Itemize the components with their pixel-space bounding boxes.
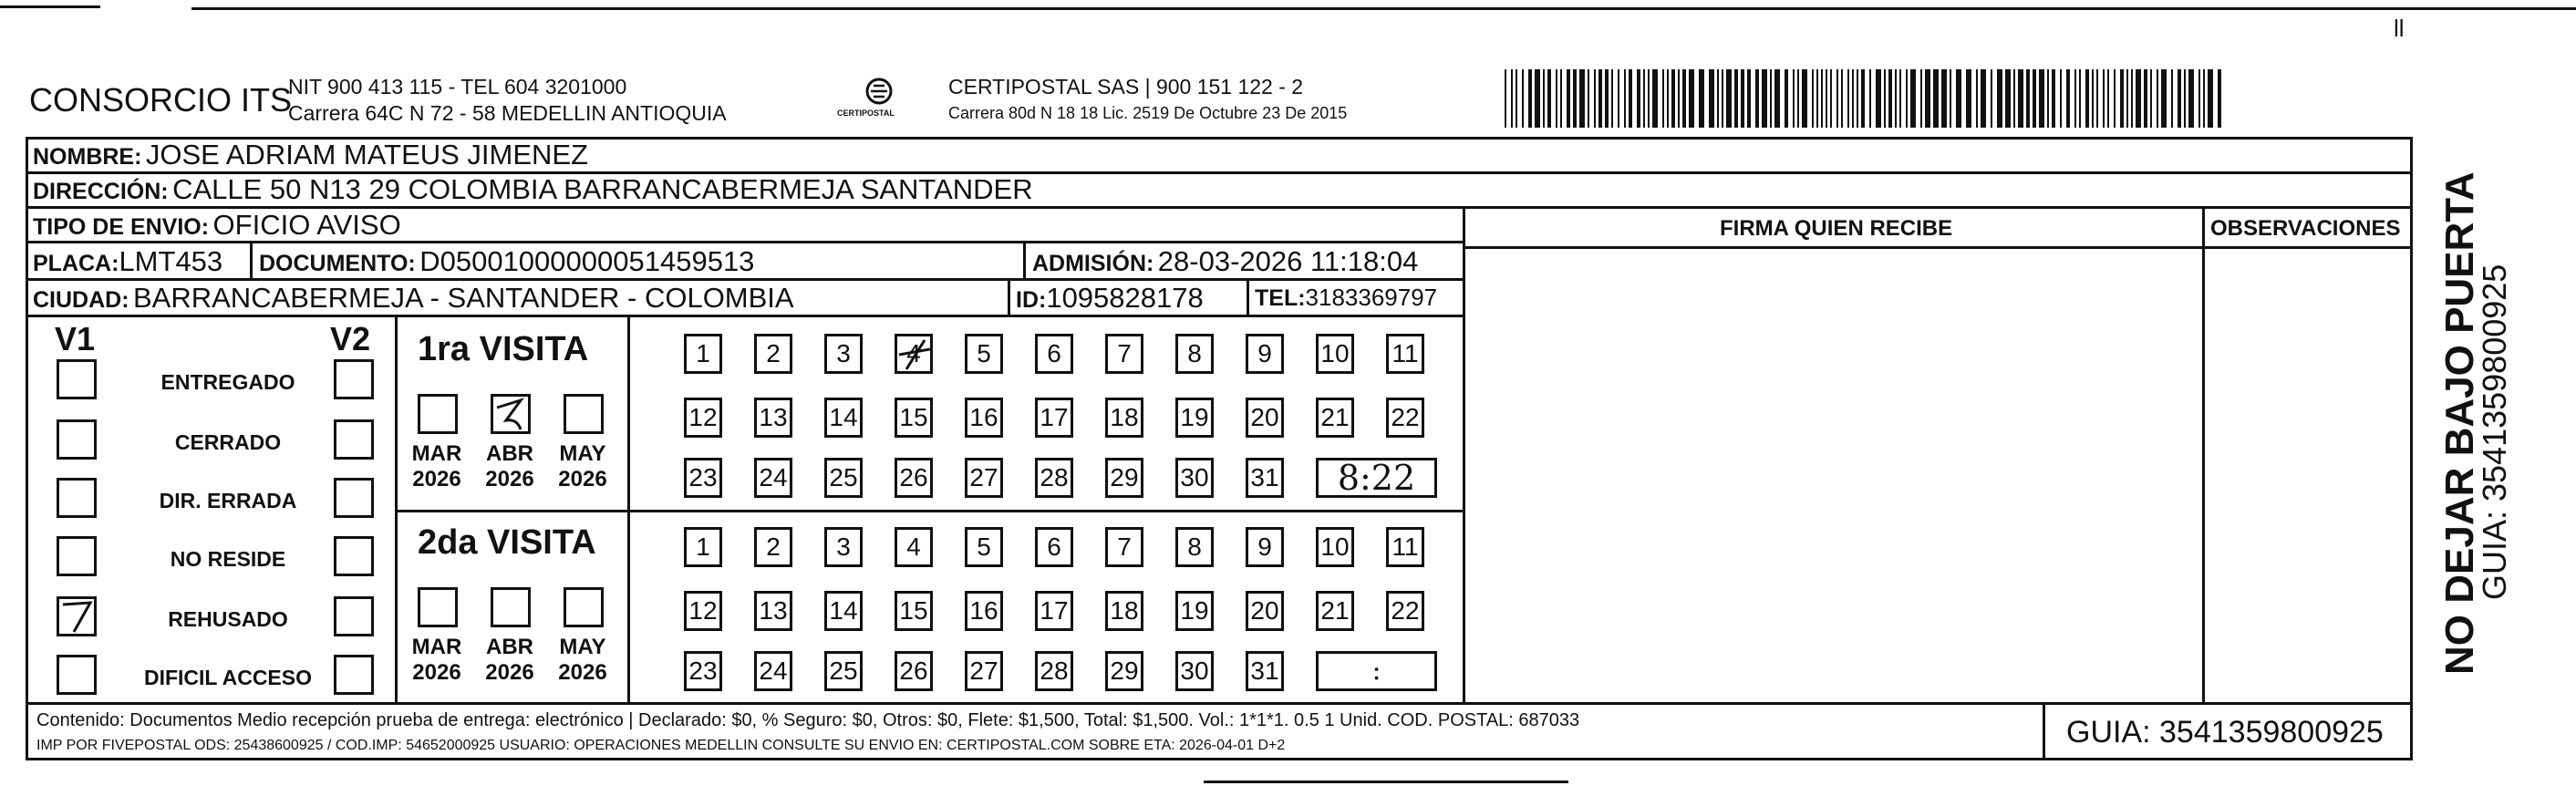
- v2-checkbox[interactable]: [334, 419, 374, 460]
- v1-checkbox[interactable]: [57, 536, 97, 576]
- barcode-bar: [2066, 69, 2070, 128]
- day-cell[interactable]: 29: [1105, 458, 1143, 498]
- barcode-bar: [1925, 69, 1930, 128]
- month-year: 2026: [412, 659, 461, 685]
- barcode-bar: [1567, 69, 1570, 128]
- company-address: Carrera 64C N 72 - 58 MEDELLIN ANTIOQUIA: [288, 101, 727, 125]
- barcode-bar: [1991, 69, 1992, 128]
- month-name: ABR: [486, 441, 533, 466]
- month-checkbox[interactable]: [418, 394, 458, 434]
- day-cell[interactable]: 24: [754, 458, 792, 498]
- v2-checkbox[interactable]: [334, 596, 374, 636]
- col-line: [2043, 705, 2045, 760]
- barcode-bar: [2074, 69, 2076, 128]
- month-checkbox[interactable]: [564, 394, 604, 434]
- barcode-bar: [1699, 69, 1704, 128]
- day-cell[interactable]: 5: [965, 527, 1003, 567]
- barcode-bar: [1802, 69, 1807, 128]
- visit-title: 1ra VISITA: [418, 330, 589, 368]
- v1-checkbox[interactable]: [57, 419, 97, 460]
- day-cell[interactable]: 27: [965, 458, 1003, 498]
- barcode-bar: [2136, 69, 2141, 128]
- placa-label: PLACA:: [33, 251, 119, 276]
- barcode-bar: [1826, 69, 1827, 128]
- day-cell[interactable]: 14: [824, 398, 863, 438]
- barcode-bar: [2150, 69, 2152, 128]
- id-label: ID:: [1016, 287, 1047, 313]
- day-cell[interactable]: 19: [1175, 591, 1214, 631]
- barcode-bar: [2161, 69, 2167, 128]
- day-cell[interactable]: 28: [1035, 651, 1073, 691]
- barcode-bar: [1556, 69, 1557, 128]
- barcode-bar: [1652, 69, 1658, 128]
- barcode-bar: [2013, 69, 2015, 128]
- col-line: [1023, 243, 1026, 278]
- month-year: 2026: [558, 466, 607, 491]
- row-line: [26, 315, 1463, 317]
- barcode-bar: [1861, 69, 1865, 128]
- ciudad-row: [33, 284, 794, 312]
- barcode-bar: [2018, 69, 2023, 128]
- barcode-bar: [1774, 69, 1780, 128]
- barcode-bar: [2126, 69, 2128, 128]
- barcode-bar: [2120, 69, 2124, 128]
- barcode-bar: [1543, 69, 1545, 128]
- month-checkbox[interactable]: [564, 587, 604, 627]
- barcode-bar: [1899, 69, 1901, 128]
- id-value: 1095828178: [1046, 282, 1204, 314]
- barcode-bar: [2184, 69, 2186, 128]
- month-checkbox[interactable]: [491, 394, 531, 434]
- day-cell[interactable]: 20: [1246, 398, 1284, 438]
- day-cell[interactable]: 28: [1035, 458, 1073, 498]
- barcode-bar: [1535, 69, 1540, 128]
- day-cell[interactable]: 11: [1386, 334, 1424, 374]
- courier-line: CERTIPOSTAL SAS | 900 151 122 - 2: [948, 75, 1304, 98]
- col-line: [250, 243, 253, 278]
- documento-row: [259, 247, 754, 275]
- barcode-bar: [2085, 69, 2089, 128]
- visit-time-field[interactable]: 8:22: [1316, 458, 1437, 498]
- barcode-bar: [1747, 69, 1751, 128]
- documento-value: D05001000000051459513: [419, 245, 755, 277]
- barcode-bar: [1511, 69, 1513, 128]
- day-cell[interactable]: 16: [965, 591, 1003, 631]
- day-cell[interactable]: 2: [754, 527, 792, 567]
- col-line: [1008, 281, 1010, 315]
- firma-label: FIRMA QUIEN RECIBE: [1720, 216, 1953, 241]
- admision-value: 28-03-2026 11:18:04: [1157, 245, 1419, 277]
- day-cell[interactable]: 25: [824, 651, 863, 691]
- barcode: [1505, 69, 2229, 128]
- barcode-bar: [1841, 69, 1843, 128]
- footer-imp: IMP POR FIVEPOSTAL ODS: 25438600925 / COD.IMP: 54652000925 USUARIO: OPERACIONES MEDELLIN CONSULTE SU ENVIO EN: CERTIPOSTAL.COM SOBRE ETA: 2026-04-01 D+2: [36, 738, 1286, 753]
- bottom-rule: [1204, 781, 1568, 783]
- month-label: [554, 441, 611, 491]
- tel-label: TEL:: [1255, 285, 1306, 311]
- tel-value: 3183369797: [1305, 284, 1438, 311]
- day-cell[interactable]: 30: [1175, 458, 1214, 498]
- barcode-bar: [1522, 69, 1524, 128]
- barcode-bar: [2171, 69, 2173, 128]
- day-cell[interactable]: 20: [1246, 591, 1284, 631]
- day-cell[interactable]: 13: [754, 591, 792, 631]
- day-cell[interactable]: 7: [1105, 527, 1143, 567]
- day-cell[interactable]: 15: [895, 591, 933, 631]
- side-guia: GUIA: 3541359800925: [2476, 264, 2513, 600]
- nombre-label: NOMBRE:: [33, 144, 142, 170]
- month-label: [409, 441, 465, 491]
- ciudad-label: CIUDAD:: [33, 287, 129, 313]
- month-year: 2026: [485, 466, 534, 491]
- status-label: ENTREGADO: [160, 370, 295, 394]
- day-cell[interactable]: 10: [1316, 334, 1354, 374]
- tipo-label: TIPO DE ENVIO:: [33, 214, 210, 240]
- day-cell[interactable]: 15: [895, 398, 933, 438]
- barcode-bar: [2079, 69, 2081, 128]
- side-warning: NO DEJAR BAJO PUERTA: [2437, 171, 2482, 675]
- barcode-bar: [1785, 69, 1788, 128]
- tipo-value: OFICIO AVISO: [212, 209, 401, 241]
- day-cell[interactable]: 17: [1035, 591, 1073, 631]
- top-rule: [191, 7, 2576, 10]
- barcode-bar: [1588, 69, 1589, 128]
- handwritten-mark-icon: [59, 599, 94, 634]
- v2-checkbox[interactable]: [334, 478, 374, 518]
- v2-header: V2: [330, 320, 371, 357]
- barcode-bar: [1770, 69, 1772, 128]
- day-cell[interactable]: 8: [1175, 527, 1214, 567]
- barcode-bar: [1682, 69, 1686, 128]
- v1-checkbox[interactable]: [57, 359, 97, 399]
- month-name: MAY: [559, 441, 606, 466]
- v1-checkbox[interactable]: [57, 655, 97, 695]
- barcode-bar: [1821, 69, 1823, 128]
- day-cell[interactable]: 14: [824, 591, 863, 631]
- barcode-bar: [1667, 69, 1669, 128]
- admision-row: [1032, 247, 1418, 275]
- barcode-bar: [1528, 69, 1532, 128]
- barcode-bar: [1618, 69, 1619, 128]
- barcode-bar: [1997, 69, 2002, 128]
- month-name: ABR: [486, 635, 533, 659]
- handwritten-mark-icon: [897, 336, 934, 373]
- top-rule-left: [0, 5, 100, 8]
- month-name: MAR: [411, 441, 462, 466]
- v1-checkbox[interactable]: [57, 478, 97, 518]
- barcode-bar: [1662, 69, 1664, 128]
- barcode-bar: [2026, 69, 2030, 128]
- v2-checkbox[interactable]: [334, 536, 374, 576]
- barcode-bar: [2005, 69, 2011, 128]
- direccion-row: [33, 175, 1033, 203]
- day-cell[interactable]: 23: [684, 458, 722, 498]
- day-cell[interactable]: 29: [1105, 651, 1143, 691]
- col-line: [1247, 281, 1249, 315]
- col-line: [1463, 206, 1465, 702]
- barcode-bar: [1643, 69, 1645, 128]
- barcode-bar: [1981, 69, 1986, 128]
- footer-contenido: Contenido: Documentos Medio recepción prueba de entrega: electrónico | Declarado: $0, % Seguro: $0, Otros: $0, Flete: $1,500, Total: $1,500. Vol.: 1*1*1. 0.5 1 Unid. COD. POSTAL: 687033: [36, 710, 1580, 730]
- day-cell[interactable]: 6: [1035, 527, 1073, 567]
- day-cell[interactable]: 17: [1035, 398, 1073, 438]
- day-cell[interactable]: 31: [1246, 651, 1284, 691]
- barcode-bar: [1793, 69, 1795, 128]
- barcode-bar: [1709, 69, 1714, 128]
- col-line: [2202, 209, 2205, 702]
- placa-row: [33, 247, 222, 275]
- barcode-bar: [1869, 69, 1871, 128]
- corner-mark: ll: [2394, 15, 2405, 42]
- company-name: CONSORCIO ITS: [29, 81, 293, 119]
- day-cell[interactable]: 22: [1386, 591, 1424, 631]
- day-cell[interactable]: 24: [754, 651, 792, 691]
- month-label: [481, 441, 538, 491]
- barcode-bar: [1976, 69, 1978, 128]
- barcode-bar: [1505, 69, 1506, 128]
- barcode-bar: [2092, 69, 2094, 128]
- month-year: 2026: [485, 659, 534, 685]
- day-cell[interactable]: 10: [1316, 527, 1354, 567]
- ciudad-value: BARRANCABERMEJA - SANTANDER - COLOMBIA: [133, 282, 794, 314]
- visit-time-field[interactable]: :: [1316, 651, 1437, 691]
- v2-checkbox[interactable]: [334, 655, 374, 695]
- day-cell[interactable]: 22: [1386, 398, 1424, 438]
- day-cell[interactable]: 25: [824, 458, 863, 498]
- barcode-bar: [1941, 69, 1947, 128]
- barcode-bar: [1629, 69, 1632, 128]
- barcode-bar: [2103, 69, 2105, 128]
- day-cell[interactable]: 21: [1316, 591, 1354, 631]
- day-cell[interactable]: 7: [1105, 334, 1143, 374]
- barcode-bar: [1573, 69, 1577, 128]
- row-line: [1463, 246, 2413, 249]
- month-name: MAY: [559, 635, 606, 659]
- barcode-bar: [1726, 69, 1732, 128]
- barcode-bar: [1836, 69, 1838, 128]
- status-label: REHUSADO: [168, 607, 288, 631]
- direccion-label: DIRECCIÓN:: [33, 179, 169, 204]
- barcode-bar: [2039, 69, 2044, 128]
- day-cell[interactable]: 9: [1246, 527, 1284, 567]
- barcode-bar: [2052, 69, 2055, 128]
- v1-header: V1: [55, 320, 96, 357]
- month-year: 2026: [558, 659, 607, 685]
- status-label: DIFICIL ACCESO: [143, 666, 312, 689]
- month-label: [554, 635, 611, 685]
- day-cell[interactable]: 27: [965, 651, 1003, 691]
- day-cell[interactable]: 26: [895, 651, 933, 691]
- tel-row: [1255, 285, 1437, 310]
- status-label: NO RESIDE: [170, 547, 286, 571]
- day-cell[interactable]: 4: [895, 334, 933, 374]
- barcode-bar: [1906, 69, 1908, 128]
- documento-label: DOCUMENTO:: [259, 251, 416, 276]
- month-checkbox[interactable]: [491, 587, 531, 627]
- barcode-bar: [1598, 69, 1602, 128]
- visit-divider: [398, 510, 1463, 512]
- barcode-bar: [1734, 69, 1738, 128]
- barcode-bar: [2218, 69, 2221, 128]
- month-name: MAR: [411, 635, 462, 659]
- courier-address: Carrera 80d N 18 18 Lic. 2519 De Octubre 23 De 2015: [948, 104, 1348, 122]
- visit-title: 2da VISITA: [418, 523, 596, 562]
- logo-text: CERTIPOSTAL: [837, 109, 895, 118]
- day-cell[interactable]: 23: [684, 651, 722, 691]
- barcode-bar: [1852, 69, 1854, 128]
- day-cell[interactable]: 16: [965, 398, 1003, 438]
- barcode-bar: [1560, 69, 1562, 128]
- day-cell[interactable]: 3: [824, 334, 863, 374]
- day-cell[interactable]: 5: [965, 334, 1003, 374]
- barcode-bar: [2131, 69, 2133, 128]
- barcode-bar: [2107, 69, 2109, 128]
- barcode-bar: [2203, 69, 2205, 128]
- month-label: [481, 635, 538, 685]
- barcode-bar: [1579, 69, 1585, 128]
- day-cell[interactable]: 26: [895, 458, 933, 498]
- barcode-bar: [1920, 69, 1922, 128]
- barcode-bar: [2047, 69, 2049, 128]
- barcode-bar: [1741, 69, 1744, 128]
- v1-checkbox[interactable]: [57, 596, 97, 636]
- day-cell[interactable]: 1: [684, 334, 722, 374]
- nombre-value: JOSE ADRIAM MATEUS JIMENEZ: [145, 139, 589, 171]
- barcode-bar: [2060, 69, 2062, 128]
- handwritten-mark-icon: [493, 397, 530, 433]
- barcode-bar: [2157, 69, 2158, 128]
- observaciones-label: OBSERVACIONES: [2210, 216, 2401, 241]
- barcode-bar: [1755, 69, 1759, 128]
- day-cell[interactable]: 30: [1175, 651, 1214, 691]
- company-nit: NIT 900 413 115 - TEL 604 3201000: [288, 75, 627, 98]
- status-label: DIR. ERRADA: [159, 489, 297, 512]
- barcode-bar: [1884, 69, 1886, 128]
- barcode-bar: [1624, 69, 1626, 128]
- day-cell[interactable]: 9: [1246, 334, 1284, 374]
- barcode-bar: [1966, 69, 1971, 128]
- barcode-bar: [1605, 69, 1609, 128]
- barcode-bar: [1888, 69, 1892, 128]
- month-checkbox[interactable]: [418, 587, 458, 627]
- month-label: [409, 635, 465, 685]
- v2-checkbox[interactable]: [334, 359, 374, 399]
- barcode-bar: [1895, 69, 1897, 128]
- barcode-bar: [1857, 69, 1858, 128]
- day-cell[interactable]: 1: [684, 527, 722, 567]
- barcode-bar: [1812, 69, 1814, 128]
- day-cell[interactable]: 13: [754, 398, 792, 438]
- day-cell[interactable]: 18: [1105, 591, 1143, 631]
- barcode-bar: [1956, 69, 1961, 128]
- nombre-row: [33, 140, 588, 169]
- barcode-bar: [1671, 69, 1675, 128]
- barcode-bar: [2208, 69, 2213, 128]
- day-cell[interactable]: 6: [1035, 334, 1073, 374]
- placa-value: LMT453: [119, 245, 223, 277]
- day-cell[interactable]: 21: [1316, 398, 1354, 438]
- barcode-bar: [1876, 69, 1881, 128]
- barcode-bar: [1611, 69, 1613, 128]
- tipo-row: [33, 211, 401, 239]
- day-cell[interactable]: 19: [1175, 398, 1214, 438]
- status-label: CERRADO: [174, 430, 282, 454]
- barcode-bar: [2188, 69, 2194, 128]
- barcode-bar: [2096, 69, 2098, 128]
- row-line: [26, 702, 2413, 705]
- barcode-bar: [1637, 69, 1640, 128]
- barcode-bar: [1648, 69, 1650, 128]
- barcode-bar: [1762, 69, 1767, 128]
- row-line: [26, 241, 1463, 243]
- barcode-bar: [2178, 69, 2181, 128]
- day-cell[interactable]: 12: [684, 591, 722, 631]
- id-row: [1016, 284, 1204, 312]
- barcode-bar: [1689, 69, 1694, 128]
- barcode-bar: [1830, 69, 1832, 128]
- barcode-bar: [2114, 69, 2116, 128]
- month-year: 2026: [412, 466, 461, 491]
- footer-guia: GUIA: 3541359800925: [2066, 715, 2384, 750]
- barcode-bar: [2033, 69, 2036, 128]
- barcode-bar: [1797, 69, 1799, 128]
- barcode-bar: [1717, 69, 1719, 128]
- barcode-bar: [1816, 69, 1818, 128]
- day-cell[interactable]: 8: [1175, 334, 1214, 374]
- barcode-bar: [1722, 69, 1723, 128]
- barcode-bar: [1594, 69, 1596, 128]
- day-cell[interactable]: 4: [895, 527, 933, 567]
- day-cell[interactable]: 11: [1386, 527, 1424, 567]
- barcode-bar: [1847, 69, 1849, 128]
- barcode-bar: [2198, 69, 2200, 128]
- day-cell[interactable]: 12: [684, 398, 722, 438]
- barcode-bar: [1933, 69, 1939, 128]
- day-cell[interactable]: 18: [1105, 398, 1143, 438]
- day-cell[interactable]: 31: [1246, 458, 1284, 498]
- barcode-bar: [1678, 69, 1680, 128]
- barcode-bar: [1547, 69, 1551, 128]
- day-cell[interactable]: 3: [824, 527, 863, 567]
- direccion-value: CALLE 50 N13 29 COLOMBIA BARRANCABERMEJA SANTANDER: [172, 173, 1033, 205]
- barcode-bar: [1950, 69, 1951, 128]
- day-cell[interactable]: 2: [754, 334, 792, 374]
- barcode-bar: [1516, 69, 1517, 128]
- barcode-bar: [2144, 69, 2147, 128]
- barcode-bar: [1910, 69, 1916, 128]
- admision-label: ADMISIÓN:: [1032, 251, 1154, 276]
